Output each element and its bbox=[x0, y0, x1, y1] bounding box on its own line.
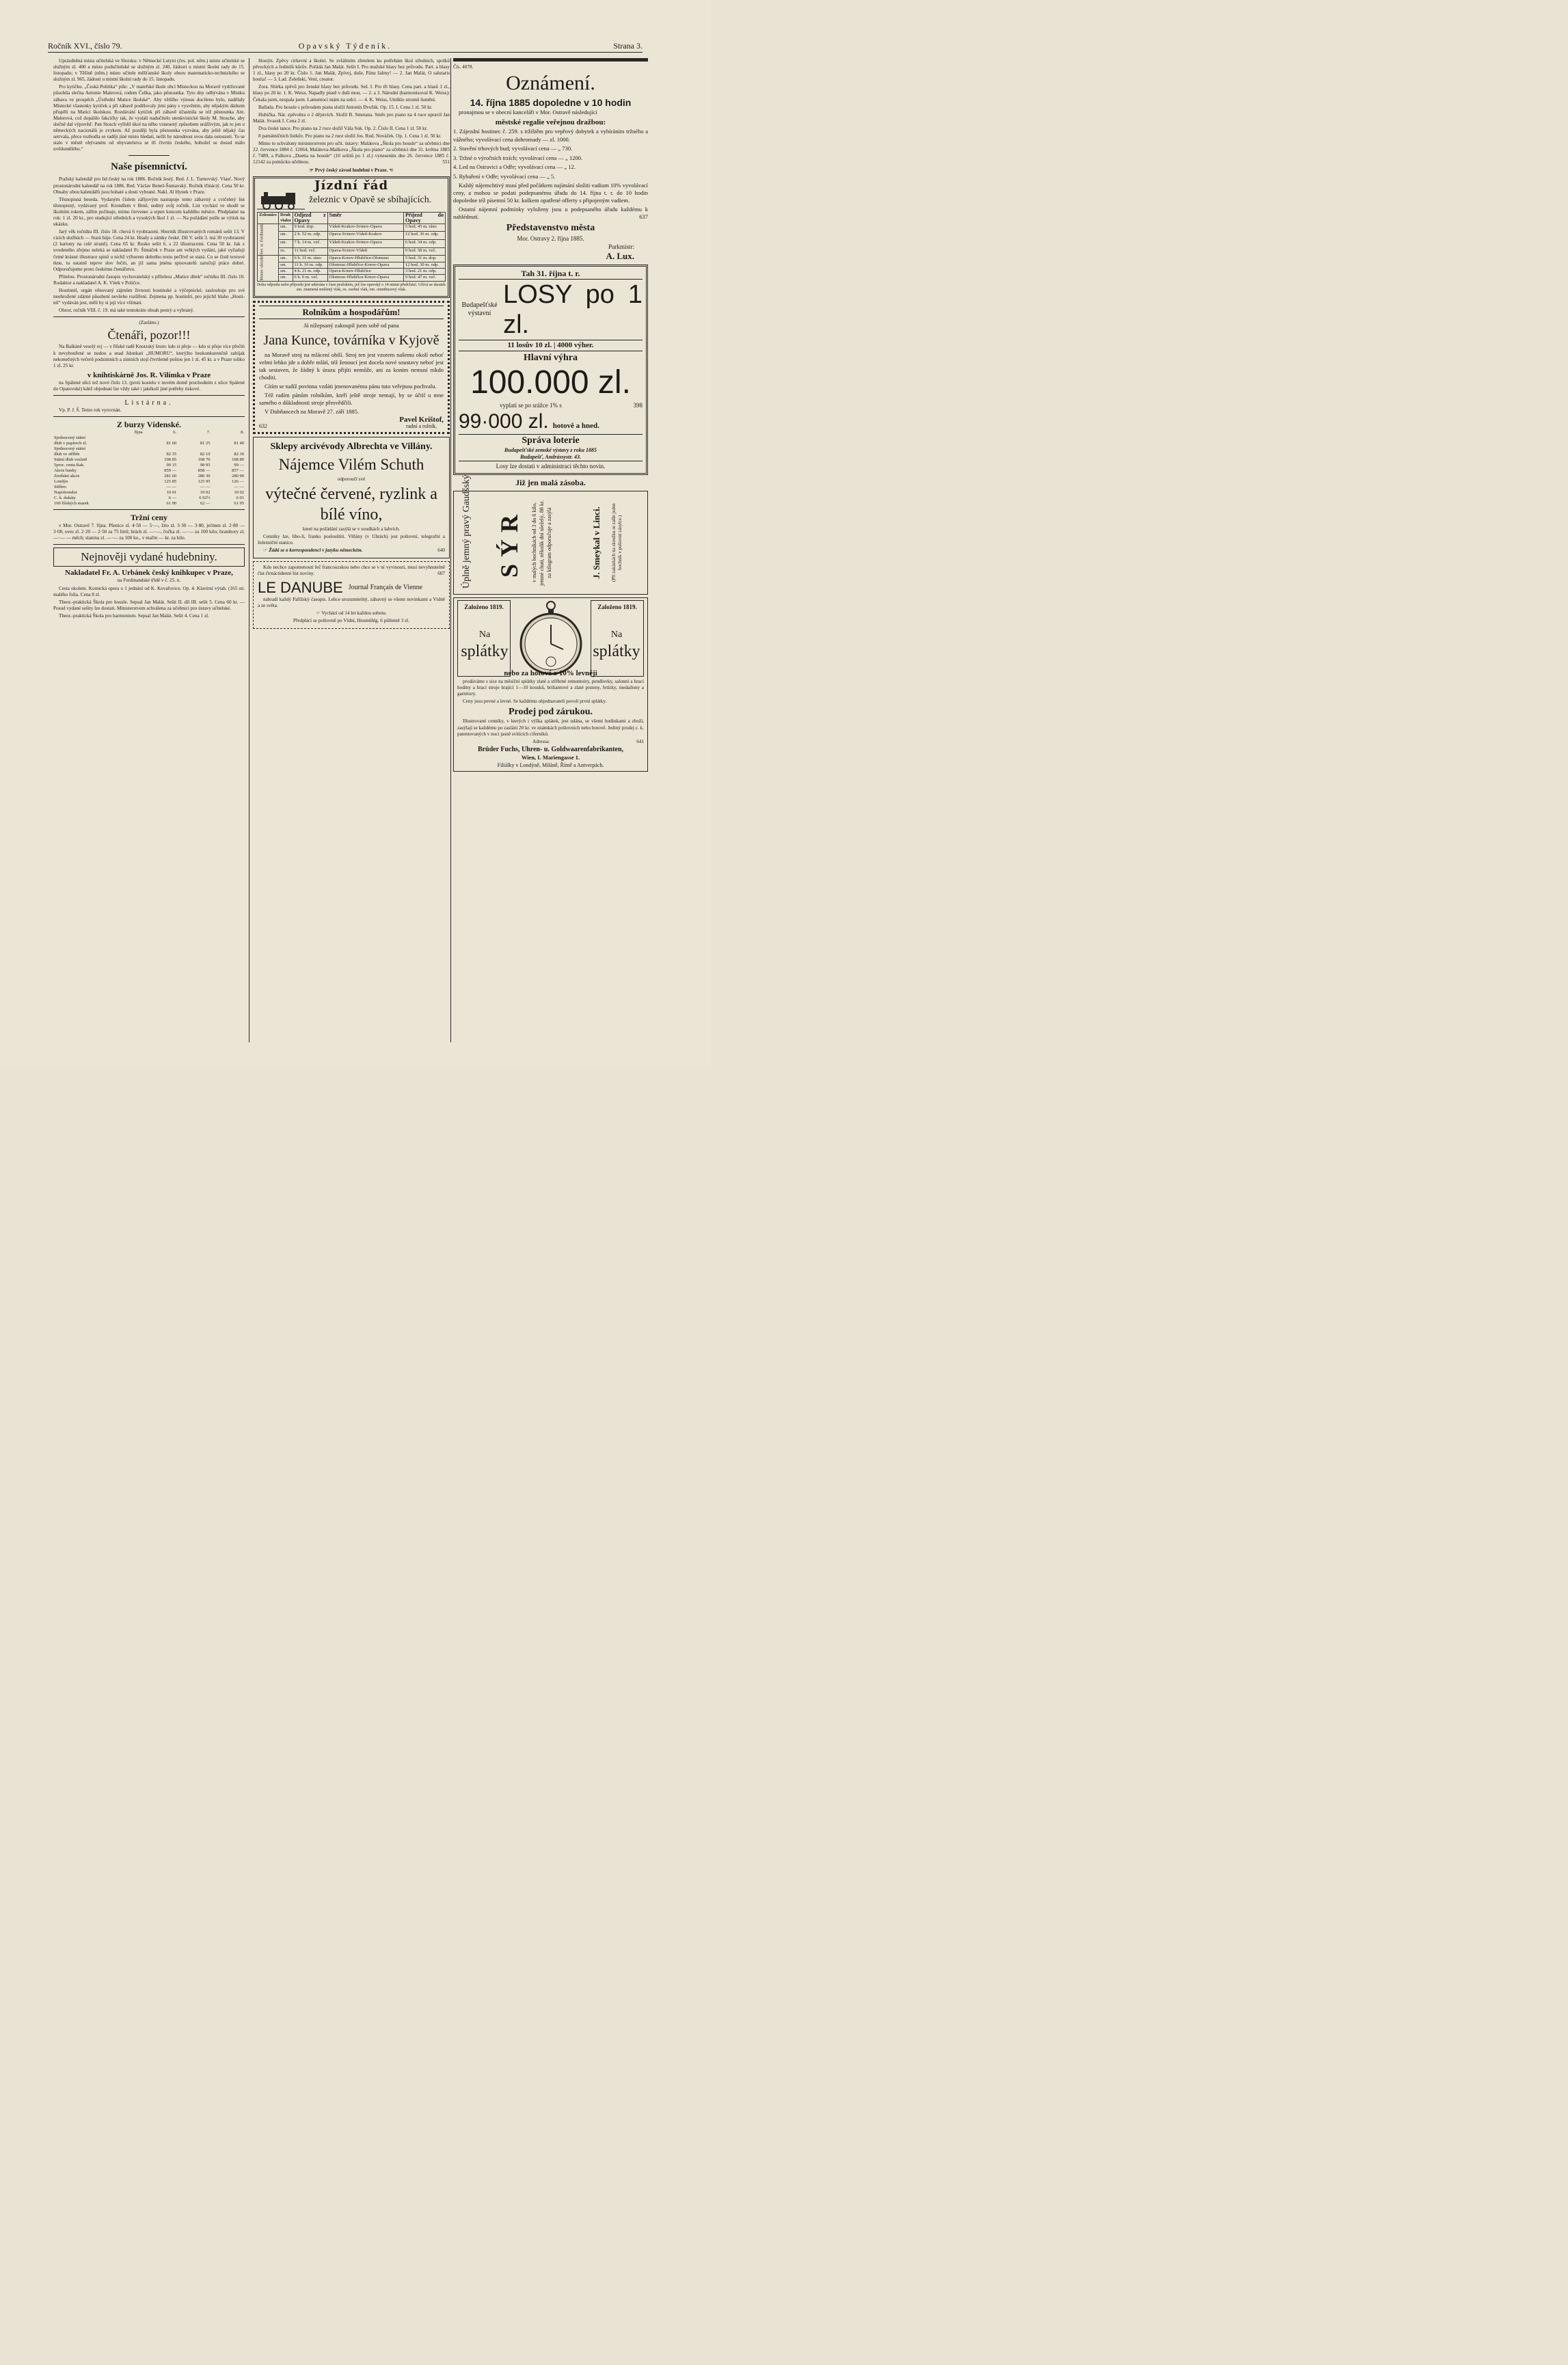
schuth-name: Nájemce Vilém Schuth bbox=[278, 455, 424, 473]
table-cell: 10 02 bbox=[200, 490, 211, 496]
table-cell: 10 01 bbox=[166, 490, 177, 496]
fuchs-name: Brüder Fuchs, Uhren- u. Goldwaarenfabrikanten, bbox=[477, 745, 624, 753]
column-3 bbox=[453, 58, 648, 774]
losy-sprava-sub: Budapešťské zemské výstavy z roku 1885 bbox=[504, 447, 597, 454]
rule bbox=[53, 509, 245, 510]
burza-title: Z burzy Vídenské. bbox=[116, 420, 182, 430]
table-cell: 81 40 bbox=[234, 441, 244, 446]
article-uprazdnena: Uprázdněná místa učitelská ve Slezsku: v Německé Lutyni (čes. pol. něm.) místo učitelské se služným zl. 400 a místo podučitelské se služným zl. 240, žádosti u místní školní rady do 15. listopadu; v Těšíně (něm.) místo učitele měšťanské školy oboru matematicko-technického se služným zl. 965, žádosti u místní školní rady do 15. listopadu. bbox=[53, 58, 245, 83]
table-cell bbox=[211, 435, 245, 441]
vino-ad bbox=[253, 437, 450, 558]
music-tance: Dva české tance. Pro piano na 2 ruce složil Vála Suk. Op. 2. Číslo II. Cena 1 zl. 50 kr. bbox=[258, 125, 428, 131]
losy-sprava: Správa loterie bbox=[459, 434, 643, 447]
table-header: Druh vlaku bbox=[279, 212, 293, 224]
losy-sprava-addr: Budapešť, Andrássystr. 43. bbox=[519, 454, 582, 461]
table-cell: sm. bbox=[279, 232, 293, 240]
table-cell: Napoleondor bbox=[54, 490, 77, 496]
table-cell: Stříbro bbox=[54, 485, 67, 490]
table-row bbox=[258, 256, 446, 262]
header-issue: Ročník XVI., číslo 79. bbox=[48, 41, 122, 51]
table-cell: Opava-Krnov-Hlubčice-Olomouc bbox=[327, 256, 403, 262]
table-cell: 108 80 bbox=[232, 457, 244, 463]
na-left: Na bbox=[478, 630, 491, 640]
rule bbox=[53, 316, 245, 317]
table-cell: Londýn bbox=[54, 479, 68, 485]
table-cell: 99 — bbox=[234, 463, 244, 468]
table-row bbox=[53, 463, 245, 468]
kunce-name: Jana Kunce, továrníka v Kyjově bbox=[263, 332, 440, 348]
music-ballada: Ballada. Pro housle s průvodem piana složil Antonín Dvořák. Op. 15. I. Cena 1 zl. 50 kr. bbox=[258, 104, 433, 110]
table-cell: sm. bbox=[279, 224, 293, 232]
table-row bbox=[53, 474, 245, 479]
table-cell: 6 02½ bbox=[199, 496, 211, 501]
danube-vychazi: Vychází od 14 let každou sobotu. bbox=[321, 610, 387, 616]
table-cell: 12 hod. 30 m. odp. bbox=[404, 262, 446, 268]
danube-ad bbox=[253, 561, 450, 629]
hand-pointer-icon: ☞ bbox=[309, 167, 315, 173]
hand-pointer-icon: ☜ bbox=[388, 167, 394, 173]
column-1 bbox=[53, 58, 245, 621]
ctenari-headline: Čtenáři, pozor!!! bbox=[107, 328, 191, 342]
header-title: Opavský Týdeník. bbox=[298, 41, 392, 51]
table-cell: 857 — bbox=[232, 468, 244, 474]
table-cell: 108 85 bbox=[164, 457, 177, 463]
table-cell: 5 hod. 31 m. dop. bbox=[404, 256, 446, 262]
table-cell: 6 h. 0 m. več. bbox=[293, 275, 327, 281]
table-cell: 99 15 bbox=[166, 463, 177, 468]
rule bbox=[53, 395, 245, 396]
syr-big: SÝR bbox=[496, 508, 523, 578]
table-cell: Opava-Svinov-Vídeň bbox=[327, 247, 403, 256]
vilimek-title: v knihtiskárně Jos. R. Vilímka v Praze bbox=[87, 370, 211, 379]
lit-jary-vek: Jarý věk ročníku III. číslo 18. chová 6 vyobrazení. Sborník illustrovaných románů sešit 13. V cizích službách — Stará báje. Cena 24 kr. Hrady a zámky české. Díl V. sešit 3. má 30 vyobrazení (2 kartony na celé straně). Cena 65 kr. Rusko sešit 6. s 22 illustracemi. Cena 50 kr. Jak z uvedeného zřejmo neleká se nakladatel Fr. Šimáček v Praze ani velkých vydání, jaké vyžadují četné krásné illustrace spisů u nichž výborem dobrého textu pečlivě se stará. Co se čistě textové tkne, tu ostatně teprve slov řečiti, an již sama jména spisovatelů zaručují práce dobré. Odporučujeme proto českému čtenářstvu. bbox=[53, 229, 245, 272]
predstavenstvo-mesto: Mor. Ostravy 2. října 1885. bbox=[517, 235, 584, 243]
regalie-item: 4. Led na Ostravici a Odře; vyvolávací cena — „ 12. bbox=[453, 163, 576, 171]
zalozeno-left: Založeno 1819. bbox=[457, 600, 511, 677]
fuchs-hotove: nebo za hotové o 10% levněji bbox=[504, 669, 597, 678]
timetable bbox=[257, 212, 446, 282]
regalie-item: 5. Rybaření v Odře; vyvolávací cena — „ 5. bbox=[453, 172, 556, 180]
table-row bbox=[258, 269, 446, 275]
fuchs-adresa: Adressa: bbox=[532, 738, 550, 744]
kunce-text2: Cítím se tudíž povinna vzdáti jmenovanému pánu tuto veřejnou pochvalu. bbox=[265, 382, 437, 390]
syr-far: (Při zakázkách na skoušku se zašle jeden bochník v poštovní zásylce.) bbox=[611, 503, 623, 582]
table-cell bbox=[144, 446, 177, 452]
table-cell bbox=[177, 446, 211, 452]
table-cell: Opava-Krnov-Hlubčice bbox=[327, 269, 403, 275]
vino-title: výtečné červené, ryzlink a bílé víno, bbox=[265, 485, 437, 524]
table-cell: Zrediání akcie bbox=[54, 474, 80, 479]
ctenari-text: Na Balkáně veselý rej — v říšské radě Knotzský šrum: kdo si přeje — kdo si přeje více přečíti k nevybouřené se nudou a snad ždonkati „HUMORU“, kterýžto bezkonkurenčně zabíjak nekonečných večerů podzimních a zimních stojí čtvrtletně poštou jen 1 zl. 45 kr. a v Praze toliko 1 zl. 25 kr. bbox=[53, 344, 245, 368]
oznameni-text2 bbox=[453, 206, 648, 221]
splatky-right-block bbox=[589, 629, 644, 662]
table-cell: Olomouc-Hlubčice-Krnov-Opava bbox=[327, 275, 403, 281]
table-cell: — — bbox=[234, 485, 244, 490]
ad-number: 632 bbox=[259, 422, 267, 429]
predstavenstvo: Představenstvo města bbox=[506, 223, 595, 234]
table-cell: 6 hod. 34 m. odp. bbox=[404, 239, 446, 247]
oznameni-title: Oznámení. bbox=[506, 72, 595, 95]
danube-intro bbox=[258, 565, 445, 577]
hud-cesta: Cesta okolem. Komická opera o 1 jednání od K. Kovařovice. Op. 4. Klavírní výtah. (165 str. malého folia. Cena 8 zl. bbox=[53, 585, 245, 597]
danube-title-row bbox=[258, 579, 445, 597]
music-hostyn: Hostýn. Zpěvy církevní a školní. Se zvláštním zřetelem ku potřebám škol středních, spolků pěveckých a ředitelů kůrův. Pořádá Jan Malát. Sešit I. Pro mužské hlasy bez průvodu. Part. a hlasy 1 zl., hlasy po 20 kr. Číslo 1. Jan Malát, Zpívej, duše, Pánu žalmy! — 2. Jan Malát, O salutaris hostia! — 3. Lad. Zeleňski, Veni, creator. bbox=[253, 58, 450, 83]
table-cell: sm. bbox=[279, 275, 293, 281]
losy-ad bbox=[453, 265, 648, 475]
table-cell: října bbox=[134, 430, 143, 435]
table-cell: 108 70 bbox=[198, 457, 211, 463]
music-hubicka: Hubička. Nár. zpěvohra o 2 dějstvích. Složil B. Smetana. Směs pro piano na 4 ruce upravil Jan Malát. Svazek I. Cena 2 zl. bbox=[253, 111, 450, 124]
hand-pointer-icon: ☞ bbox=[263, 548, 269, 554]
fuchs-text2: Ceny jsou pevné a levné. Se každému objednavateli povolí první splátky. bbox=[463, 699, 607, 705]
column-divider-2 bbox=[450, 58, 451, 1042]
table-cell: 9 hod. 47 m. več. bbox=[404, 275, 446, 281]
table-cell: os. bbox=[279, 247, 293, 256]
fuchs-ad bbox=[453, 597, 648, 772]
zavod-line bbox=[253, 167, 450, 174]
danube-sub: Journal Français de Vienne bbox=[348, 583, 423, 591]
table-cell: sm. bbox=[279, 262, 293, 268]
ad-number: 640 bbox=[437, 548, 445, 554]
rule bbox=[53, 544, 245, 545]
regalie-item: 3. Tržné o výročních trzích; vyvolávací cena — „ 1200. bbox=[453, 154, 583, 161]
table-cell: 280 30 bbox=[198, 474, 211, 479]
table-cell: dluh ve stříbře bbox=[54, 452, 80, 457]
kunce-text3: Též radím pánům rolníkům, kteří ještě stroje nemají, by se účtil u mne samého o důkladnosti stroje přesvědčili. bbox=[259, 391, 444, 406]
table-row bbox=[53, 446, 245, 452]
table-cell: 82 10 bbox=[200, 452, 211, 457]
thick-rule bbox=[453, 58, 648, 62]
rule bbox=[53, 416, 245, 417]
table-row bbox=[53, 441, 245, 446]
trzni-text: v Mor. Ostravě 7. října. Pšenice zl. 4·50 — 5·—, žito zl. 3·30 — 3·80, ječmen zl. 2·80 — 3·00, oves zl. 2·20 — 2·50 za 75 litrů; hrách zl. —·—, čočka zl. —·— za 100 kilo; brambory zl. —·— — měch; slanina zl. —·— za 100 ko., v maľm — kr. za kilo. bbox=[53, 523, 245, 541]
losy-devet: 99·000 zl. bbox=[459, 410, 549, 433]
trzni-title: Tržní ceny bbox=[130, 513, 168, 523]
lit-tesnopisna: Těsnopisná beseda. Vydaným číslem zářijovým nastupuje tento zábavný a cvičebný list těsnopisný, vydávaný prof. Krondlem v Brně, sedmý svůj ročník. List vychází ve shodě se školním rokem, zářím počínaje, mimo červenec a srpen koncem každého měsíce. Předplatné na rok: 1 zl. 20 kr., pro studující středních a vysokých škol 1 zl. — Na požádání pošle se výtisk na ukázku. bbox=[53, 196, 245, 228]
table-cell: 6 — bbox=[168, 496, 177, 501]
oznameni-text: Každý nájemchtivý musí před počátkem najímání složiti vadium 10% vyvolávací ceny, a mohou se podati podepsanému úřadu do 14. října t. r. do 10 hodin dopoledne též písemní 50 kr. kolkem opatřené offerty s připojeným vadiem. bbox=[453, 182, 648, 204]
table-cell: 4 h. 21 m. odp. bbox=[293, 269, 327, 275]
table-cell: Vídeň-Krakov-Svinov-Opava bbox=[327, 239, 403, 247]
pocket-watch-icon bbox=[518, 600, 584, 677]
table-cell: 6 01 bbox=[236, 496, 244, 501]
losy-zasoba: Již jen malá zásoba. bbox=[515, 478, 586, 488]
jizdni-header-row bbox=[257, 191, 446, 210]
table-row bbox=[53, 479, 245, 485]
table-cell: 125 85 bbox=[164, 479, 177, 485]
newspaper-page bbox=[0, 0, 711, 1070]
purkmistr: Purkmistr: bbox=[608, 243, 634, 251]
header-page: Strana 3. bbox=[613, 41, 643, 51]
losy-vyplati: vyplatí se po srážce 1% s bbox=[500, 402, 562, 409]
syr-left: Úplně jemný pravý Gaudšský bbox=[461, 474, 472, 589]
jizdni-subtitle: železnic v Opavě se sbíhajících. bbox=[309, 195, 432, 206]
danube-name: LE DANUBE bbox=[258, 578, 343, 596]
purkmistr-name: A. Lux. bbox=[606, 251, 634, 262]
table-cell: 81 25 bbox=[200, 441, 211, 446]
table-cell: 82 35 bbox=[166, 452, 177, 457]
table-cell: 12 hod. 36 m. odp. bbox=[404, 232, 446, 240]
lit-pritel: Přítelou. Prostonárodní časopis vychovatelský s přílohou „Matice dítek“ ročníku III. číslo 10. Rodaktor a nakladatel A. K. Vítek v Poličce. bbox=[53, 273, 245, 286]
short-rule bbox=[129, 155, 170, 156]
regalie-item: 1. Zájezdní hostinec č. 259. s tržištěm pro vepřový dobytek a vybíráním tržného a vážného; vyvolávací cena dohromady — zl. 1000. bbox=[453, 128, 648, 143]
table-cell: Akcie banky bbox=[54, 468, 77, 474]
table-row bbox=[53, 501, 245, 506]
ad-number: 641 bbox=[636, 738, 644, 744]
hand-pointer-icon: ☞ bbox=[316, 610, 322, 616]
table-cell: 9 hod. dop. bbox=[293, 224, 327, 232]
table-cell: 125 95 bbox=[198, 479, 211, 485]
table-cell: 7 h. 14 m. več. bbox=[293, 239, 327, 247]
table-row bbox=[53, 496, 245, 501]
hud-housle: Theor.-praktická Škola pro housle. Sepsal Jan Malát. Sešit II. díl III. sešit 5. Cena 60 kr. — Posud vydané sešity lze dostati. Ministerstvem schválena za učebnici pro ústavy učitelské. bbox=[53, 599, 245, 611]
table-cell: Sev. st. Ferdinanda bbox=[258, 224, 279, 256]
table-header: Odjezd z Opavy bbox=[293, 212, 327, 224]
table-cell: — — bbox=[200, 485, 211, 490]
table-cell: 61 90 bbox=[166, 501, 177, 506]
kunce-intro: Já nížepsaný zakoupil jsem sobě od pana bbox=[303, 321, 399, 329]
kunce-ad bbox=[253, 301, 450, 434]
music-pamatnicku: 8 památníčních lístkův. Pro piano na 2 ruce složil Jos. Rud. Nováček. Op. 1. Cena 1 zl. 50 kr. bbox=[258, 133, 442, 139]
danube-text3: Předplácí se poštovně po Vídni, Heumühlg. 6 půlletně 3 zl. bbox=[293, 617, 409, 623]
sklepy-title: Sklepy arcivévody Albrechta ve Villány. bbox=[270, 441, 433, 452]
table-cell: 5proc. renta Rak. bbox=[54, 463, 85, 468]
zavod-text: Prvý český závod hudební v Praze. bbox=[314, 167, 388, 173]
fuchs-text3: Illustrované cenníky, v kterých i výška splátek, jest udána, se všemi hodinkami a zboží, zasýlají se každému po zaslání 20 kr. ve známkách poštovních nebo hotově. Jediný prodej c. k. patentovaných v noci jasně svítících ciferníků. bbox=[457, 718, 644, 737]
losy-sub: 11 losův 10 zl. | 4000 výher. bbox=[459, 340, 643, 351]
fuchs-prodej: Prodej pod zárukou. bbox=[508, 707, 593, 718]
table-header: Zeleznice bbox=[258, 212, 279, 224]
fuchs-filialky: Filiálky v Londýně, Miláně, Římě a Antverpách. bbox=[497, 761, 604, 768]
hudebniny-title: Nejnověji vydané hudebniny. bbox=[53, 548, 245, 567]
losy-admin: Losy lze dostati v administraci těchto novin. bbox=[459, 461, 643, 471]
kunce-place: V Dubňancech na Moravě 27. září 1885. bbox=[265, 407, 360, 415]
table-cell: Olomouc-Hlubčice-Krnov-Opava bbox=[327, 262, 403, 268]
table-cell bbox=[144, 435, 177, 441]
table-row bbox=[258, 239, 446, 247]
danube-text2 bbox=[258, 610, 445, 617]
table-cell: sm. bbox=[279, 239, 293, 247]
losy-vyplati-row bbox=[459, 401, 643, 409]
urbanek-addr: na Ferdinandské třídě v č. 25. n. bbox=[117, 578, 181, 584]
page-header bbox=[48, 41, 643, 53]
table-cell: 3 hod. 21 m. odp. bbox=[404, 269, 446, 275]
table-cell: 11 h. 16 m. odp. bbox=[293, 262, 327, 268]
table-cell: 859 — bbox=[164, 468, 177, 474]
table-header: Příjezd do Opavy bbox=[404, 212, 446, 224]
table-row bbox=[258, 247, 446, 256]
music-schvaleno bbox=[253, 141, 450, 165]
table-row bbox=[258, 262, 446, 268]
losy-hlavni: Hlavní výhra bbox=[524, 353, 578, 364]
jizdni-title: Jízdní řád bbox=[314, 178, 389, 193]
table-row bbox=[53, 430, 245, 435]
ad-number: 637 bbox=[639, 213, 648, 221]
fuchs-addr: Wien, I. Mariengasse 1. bbox=[521, 753, 580, 761]
table-row bbox=[53, 485, 245, 490]
table-cell: dluh v papírech zl. bbox=[54, 441, 87, 446]
vino-korrespondence: Žádá se o korrespondenci v jazyku německém. bbox=[269, 548, 363, 554]
losy-title: LOSY po 1 zl. bbox=[503, 280, 643, 340]
table-cell: 11 hod. več. bbox=[293, 247, 327, 256]
zaslano-label: (Zasláno.) bbox=[139, 320, 159, 326]
table-cell: Sjednocený státní bbox=[54, 446, 86, 452]
losy-hotove: hotově a hned. bbox=[552, 422, 599, 431]
table-cell: 2 h. 52 m. odp. bbox=[293, 232, 327, 240]
listarna-title: Listárna. bbox=[124, 399, 174, 407]
jizdni-note: Doba odjezdu nebo příjezdu jest udávána v čase pražském, jež čas opavský o 14 minut předchází. Užívá se zkratek sm. znamená smíšený vlak, os. osobní vlak, om. omnibusový vlak. bbox=[257, 282, 446, 292]
kunce-sig-name: Pavel Krištof, bbox=[399, 415, 444, 424]
table-cell: 6. bbox=[173, 430, 177, 435]
table-cell: 9 hod. 58 m. več. bbox=[404, 247, 446, 256]
section-literature: Naše písemnictví. bbox=[111, 161, 187, 173]
ad-number: 607 bbox=[437, 571, 445, 577]
table-header: Směr bbox=[327, 212, 403, 224]
table-cell: 5 hod. 45 m. ráno bbox=[404, 224, 446, 232]
table-cell: — — bbox=[166, 485, 177, 490]
lit-obzor: Obzor, ročník VIII. č. 19. má také tentokráte obsah pestrý a vybraný. bbox=[59, 308, 194, 314]
oznameni-intro: pronajmou se v obecní kanceláři v Mor. Ostravě následující bbox=[459, 109, 597, 116]
lit-hostinnil: Hostinnil, orgán věnovaný zájmům živnosti hostinské a výčepnické, zaslouhuje pro své neohrožené zdárné působení nevšeho rozšíření. Zejmena pp. hostinští, pro jejichž blaho „Hostinil“ vydáván jest, měli by si její více všímati. bbox=[53, 288, 245, 306]
lit-kalendar: Pražský kalendář pro lid český na rok 1886. Ročník šestý. Red. J. L. Turnovský. Vlasť. Nový prostonárodní kalendář na rok 1886. Red. Václav Beneš-Šumavský. Ročník třináctý. Cena 50 kr. Obsahy obou kalendářů jsou bohaté a dosti vybrané. Nakl. Al Hynek v Praze. bbox=[53, 176, 245, 195]
table-cell: 126 — bbox=[232, 479, 244, 485]
table-row bbox=[53, 435, 245, 441]
oznameni-cis: Čís. 4078. bbox=[453, 64, 474, 70]
table-cell: 6 h. 31 m. ráno bbox=[293, 256, 327, 262]
table-row bbox=[258, 232, 446, 240]
table-cell bbox=[177, 435, 211, 441]
vino-text3 bbox=[258, 548, 445, 554]
table-cell: Opava-Svinov-Vídeň-Krakov bbox=[327, 232, 403, 240]
kunce-text: na Moravě stroj na mlácení obilí. Stroj ten jest vzorem našemu okolí neboť velmi lehko jde a dobře mlátí, též ženoucí jest docela nové soustavy neboť jest tak sestaven, že žádný k úrazu přijíti nemůže, ani za konim nemusí nikdo choditi. bbox=[259, 351, 444, 381]
danube-text: nabradí každý Pařížský časopis. Lehce srozumitelný, zábavný se všemi novinkami a Vídně a ze světa. bbox=[258, 596, 445, 608]
table-cell: 81 60 bbox=[166, 441, 177, 446]
table-cell: 98 95 bbox=[200, 463, 211, 468]
table-row bbox=[53, 457, 245, 463]
article-kyticka: Pro kytičku. „Česká Politika“ píše: „V mateřské škole obcí Místeckou na Moravě vydržované působila slečna Antonie Malerová, rodem Češka, jako pěstounka. Tyto dny odbývána v Místku zábava ve prospěch „Ústřední Matice školské“. Aby většího výnosu docíleno bylo, nadělaly Místecké vlastenky kytiček a při zábavě podělovaly jimi pány s vysvěním, aby nějakým dárkem přispěli na Matici školskou. Rozdávání kytiček při zábavě účastnila se též pěstounka Ant. Malerová, což dopálilo fakcičky tak, že vyslali nadučitelo utenkvistické školy M. Stosche, aby slečně dal výpověď. Pan Stosch vyřídil úkol na něho vznesený způsobem urážlivým, jak to jen u německých nacionálů je zvykem. Až později byla pěstounka vyzvána, aby ještě nějaký čas setrvala, přece rozhodla se raději jiné místo hledati, nežli by národnost svou dala ostouzeti. To se stalo v městě obývaném od obyvatelstva se tří čtvrtin českého, bohužel se dosud málo uvědomělého.“ bbox=[53, 84, 245, 152]
splatky-right: splátky bbox=[593, 643, 640, 661]
table-cell: 10 02 bbox=[234, 490, 244, 496]
danube-intro-text: Kdo nechce zapomenouti řeč francouzskou nebo chce se v ní vyvinouti, musí nevyhnutelně číst čtrnáctidenní list noviny. bbox=[258, 565, 445, 577]
vino-text2: Cenníky lze, libo-li, franko poslouštiti. Villány (v Uhrách) jest poštovní, telegrafní a železniční stanice. bbox=[258, 534, 445, 546]
table-cell: 8. bbox=[241, 430, 244, 435]
table-row bbox=[258, 224, 446, 232]
table-cell: Sjednocený státní bbox=[54, 435, 86, 441]
oznameni-datum: 14. října 1885 dopoledne v 10 hodin bbox=[470, 97, 632, 109]
oznameni-regalie: městské regalie veřejnou dražbou: bbox=[495, 118, 606, 127]
ad-number: 398 bbox=[633, 402, 643, 409]
table-cell bbox=[211, 446, 245, 452]
losy-row bbox=[459, 280, 643, 340]
table-row bbox=[258, 275, 446, 281]
table-cell: 100 říšských marek bbox=[54, 501, 89, 506]
music-zora: Zora. Sbírka zpěvů pro ženské hlasy bez průvodu. Seš. I. Pro tři hlasy. Cena part. a hlasů 1 zl., hlasy po 20 kr. 1. K. Weiss, Napadly písně v duši mou. — 2. a 3. Národní (harmonisoval K. Weiss): Čekala jsem, nespala jsem. Lamentoci mám na srdci. — 4. K. Weiss, Umlklo stromů šumění. bbox=[253, 84, 450, 103]
table-cell: 281 60 bbox=[164, 474, 177, 479]
table-cell: 82 30 bbox=[234, 452, 244, 457]
table-row bbox=[53, 468, 245, 474]
syr-mid: v malých bochníkách od 3 do 6 kilo, jemné chuti, několik dní uleželý, 88 kr. za kilogram odporučuje a zasýlá bbox=[531, 500, 552, 586]
table-cell: 61 95 bbox=[234, 501, 244, 506]
table-cell: 858 — bbox=[198, 468, 211, 474]
table-row bbox=[53, 490, 245, 496]
burza-table bbox=[53, 430, 245, 506]
losy-devet-row bbox=[459, 409, 643, 434]
kunce-sig-role: radní a rolník. bbox=[406, 422, 437, 429]
music-schvaleno-text: Mimo to schválony ministerstvem pro učit. ústavy: Malátova „Škola pro housle“ za učebnici dne 22. července 1884 č. 12064, Malátova-Maškova „Škola pro piano“ za učebnici dne 31. května 1885 č. 7489, a Palkova „Duetta na housle“ (10 sešitů po 1 zl.) vynesením dne 26. července 1885 č. 12142 za pomůcku učebnou. bbox=[253, 141, 450, 165]
table-cell: sm. bbox=[279, 256, 293, 262]
table-cell: C. k. dukáty bbox=[54, 496, 76, 501]
splatky-left-block bbox=[457, 629, 512, 662]
table-row bbox=[53, 452, 245, 457]
fuchs-adresa-row bbox=[457, 739, 644, 745]
table-cell: 7. bbox=[206, 430, 211, 435]
na-right: Na bbox=[610, 630, 623, 640]
column-2 bbox=[253, 58, 450, 632]
zalozeno-right: Založeno 1819. bbox=[591, 600, 644, 677]
urbanek-title: Nakladatel Fr. A. Urbánek český knihkupec v Praze, bbox=[65, 569, 233, 578]
losy-tah: Tah 31. října t. r. bbox=[459, 269, 643, 280]
fuchs-text: prodáváme s sice na měsíční splátky zlaté a stříbrné remontoiry, pendlovky, salonní a hrací hodiny a hrací stroje hrající 1—10 kousků, briliantové a zlaté prsteny, řetízky, medailony a garnitury. bbox=[457, 679, 644, 697]
oznameni-text2-body: Ostatní nájemní podmínky vyloženy jsou u podepsaného úřadu každému k nahlédnutí. bbox=[453, 206, 648, 221]
losy-sto: 100.000 zl. bbox=[470, 364, 631, 401]
syr-right: J. Smeykal v Linci. bbox=[591, 506, 601, 580]
listarna-text: Vp. P. J. Š. Tento rok vyrovnán. bbox=[59, 407, 122, 414]
table-cell: Státní dluh vezlatě bbox=[54, 457, 87, 463]
table-cell: 62 — bbox=[200, 501, 211, 506]
rolnikum-title: Rolníkům a hospodářům! bbox=[259, 306, 444, 319]
table-cell: Vídeň-Krakov-Svinov-Opava bbox=[327, 224, 403, 232]
losy-budapest: Budapešťské výstavní bbox=[461, 301, 498, 318]
vilimek-text: na Spálené ulici tež nové číslo 13. (proti kostelu v novém domě pruchodním z ulice Spálené do Opatovské) kdež objednati lze vždy také i jakékoli jiné potřeby tiskové. bbox=[53, 379, 245, 392]
jizdni-rad-box bbox=[253, 176, 450, 298]
vino-text: které na požádání zasýlá se v soudkách a lahvích. bbox=[302, 526, 401, 532]
table-cell: Morav.-slezské bbox=[258, 256, 279, 281]
table-cell: sm. bbox=[279, 269, 293, 275]
ad-number: 551 bbox=[442, 159, 450, 165]
splatky-left: splátky bbox=[461, 643, 509, 661]
hud-harmonium: Theor.-praktická Škola pro harmonium. Sepsal Jan Malát. Sešit 4. Cena 1 zl. bbox=[59, 612, 209, 619]
table-row bbox=[258, 212, 446, 224]
kunce-signature bbox=[399, 417, 444, 429]
regalie-item: 2. Stavění trhových bud; vyvolávací cena — „ 730. bbox=[453, 145, 573, 152]
locomotive-icon bbox=[257, 191, 305, 210]
schuth-sub: odporoučí své bbox=[337, 476, 366, 482]
table-cell: 280 90 bbox=[232, 474, 244, 479]
kunce-signature-row bbox=[259, 417, 444, 429]
